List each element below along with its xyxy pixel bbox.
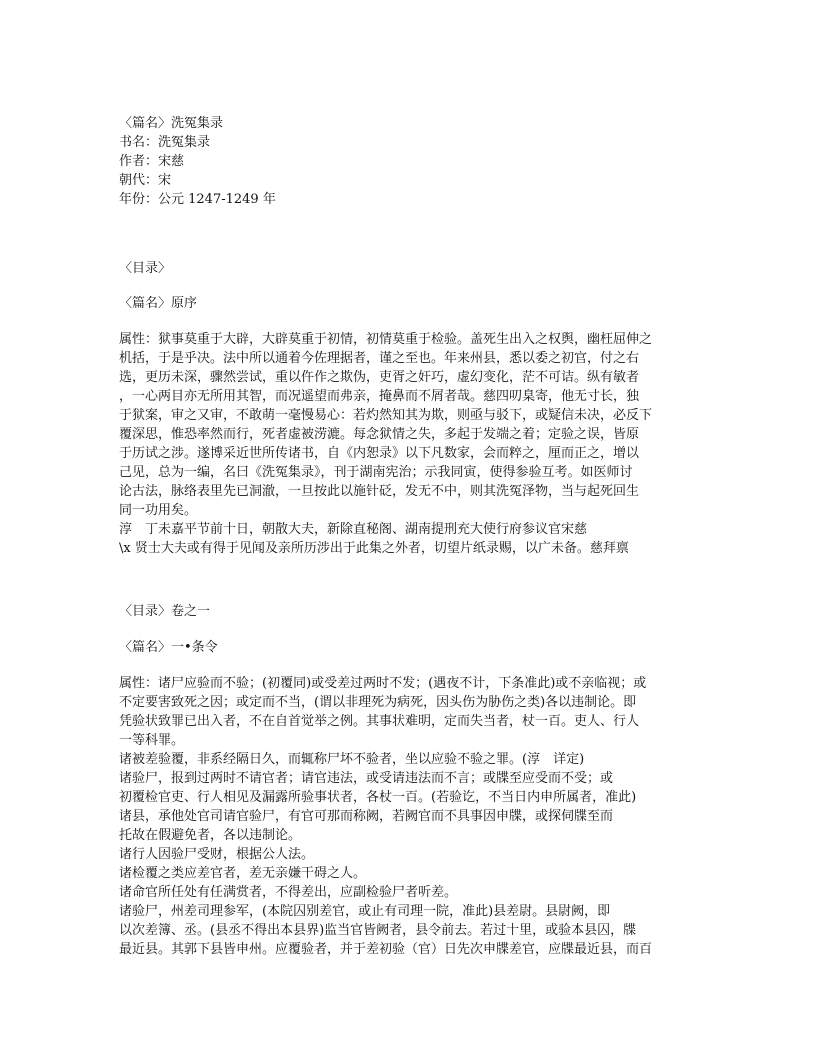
year-line: 年份：公元 1247-1249 年 <box>119 192 276 207</box>
volume-heading <box>119 638 699 657</box>
text-line: 机括，于是乎决。法中所以通着今佐理据者，谨之至也。年来州县，悉以委之初官，付之右 <box>119 351 640 366</box>
text-line: \x 贤士大夫或有得于见闻及亲所历涉出于此集之外者，切望片纸录赐，以广未备。慈拜禀 <box>119 541 629 556</box>
text-line: 诸被差验覆，非系经隔日久，而辄称尸坏不验者，坐以应验不验之罪。(淳 详定) <box>119 752 585 767</box>
text-line: 属性：狱事莫重于大辟，大辟莫重于初情，初情莫重于检验。盖死生出入之权舆，幽枉屈伸之 <box>119 332 653 347</box>
text-line: 于历试之涉。遂博采近世所传诸书，自《内恕录》以下凡数家，会而粹之，厘而正之，增以 <box>119 446 640 461</box>
text-line: 同一功用矣。 <box>119 503 198 518</box>
author-line: 作者：宋慈 <box>119 154 185 169</box>
text-line: 选，更历未深，骤然尝试，重以仵作之欺伪，吏胥之奸巧，虚幻变化，茫不可诘。纵有敏者 <box>119 370 640 385</box>
text-line: 属性：诸尸应验而不验；(初覆同)或受差过两时不发；(遇夜不计，下条准此)或不亲临视；或 <box>119 676 647 691</box>
text-line: 不定要害致死之因；或定而不当，(谓以非理死为病死，因头伤为胁伤之类)各以违制论。即 <box>119 695 637 710</box>
text-line: 论古法，脉络表里先已洞澈，一旦按此以施针砭，发无不中，则其洗冤泽物，当与起死回生 <box>119 484 640 499</box>
text-line: 诸县，承他处官司请官验尸，有官可那而称阙，若阙官而不具事因申牒，或探伺牒至而 <box>119 809 614 824</box>
text-line: 诸检覆之类应差官者，差无亲嫌干碍之人。 <box>119 866 367 881</box>
book-name: 书名：洗冤集录 <box>119 135 211 150</box>
text-line: 己见，总为一编，名曰《洗冤集录》，刊于湖南宪治；示我同寅，使得参验互考。如医师讨 <box>119 465 633 480</box>
toc-heading <box>119 259 699 278</box>
section-title: 〈篇名〉一•条令 <box>119 640 218 655</box>
volume-toc <box>119 602 699 621</box>
text-line: 凭验状致罪已出入者，不在自首觉举之例。其事状难明，定而失当者，杖一百。吏人、行人 <box>119 714 640 729</box>
text-line: 覆深思，惟恐率然而行，死者虚被涝漉。每念狱情之失，多起于发端之着；定验之误，皆原 <box>119 427 640 442</box>
toc-label: 〈目录〉 <box>119 261 172 276</box>
volume-toc-label: 〈目录〉卷之一 <box>119 604 211 619</box>
text-line: 诸行人因验尸受财，根据公人法。 <box>119 847 315 862</box>
preface-body <box>119 330 699 558</box>
preface-heading <box>119 294 699 313</box>
text-line: 托故在假避免者，各以违制论。 <box>119 828 302 843</box>
text-line: 一等科罪。 <box>119 733 185 748</box>
chapter-title: 〈篇名〉洗冤集录 <box>119 116 224 131</box>
book-metadata <box>119 114 699 209</box>
text-line: 初覆检官吏、行人相见及漏露所验事状者，各杖一百。(若验讫，不当日内申所属者，准此) <box>119 790 637 805</box>
volume-body <box>119 674 699 959</box>
text-line: 淳 丁未嘉平节前十日，朝散大夫，新除直秘阁、湖南提刑充大使行府参议官宋慈 <box>119 522 588 537</box>
text-line: 诸验尸，州差司理参军，(本院囚别差官，或止有司理一院，准此)县差尉。县尉阙，即 <box>119 904 611 919</box>
text-line: 诸命官所任处有任满赏者，不得差出，应副检验尸者听差。 <box>119 885 458 900</box>
text-line: 最近县。其郭下县皆申州。应覆验者，并于差初验（官）日先次申牒差官，应牒最近县，而百 <box>119 942 653 957</box>
text-line: 诸验尸，报到过两时不请官者；请官违法，或受请违法而不言；或牒至应受而不受；或 <box>119 771 614 786</box>
preface-title: 〈篇名〉原序 <box>119 296 198 311</box>
text-line: 于狱案，审之又审，不敢萌一毫慢易心：若灼然知其为欺，则亟与驳下，或疑信未决，必反下 <box>119 408 653 423</box>
dynasty-line: 朝代：宋 <box>119 173 172 188</box>
text-line: ，一心两目亦无所用其智，而况遥望而弗亲，掩鼻而不屑者哉。慈四叨臬寄，他无寸长，独 <box>119 389 640 404</box>
text-line: 以次差簿、丞。(县丞不得出本县界)监当官皆阙者，县令前去。若过十里，或验本县囚，牒 <box>119 923 637 938</box>
